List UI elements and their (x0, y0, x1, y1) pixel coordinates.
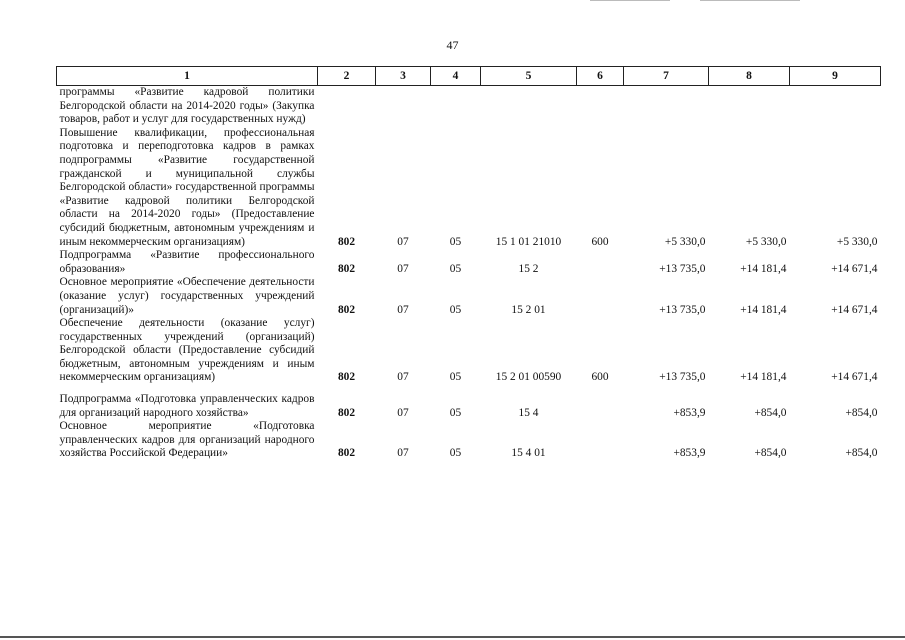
header-row (57, 67, 881, 86)
section-code: 07 (397, 235, 409, 248)
amount-year-3: +854,0 (845, 447, 878, 460)
admin-code: 802 (337, 371, 356, 384)
target-article-code: 15 4 01 (511, 447, 546, 460)
amount-year-3: +854,0 (845, 406, 878, 419)
subsection-code: 05 (449, 303, 462, 316)
row-description: Подпрограмма «Развитие профессионального образования» (59, 249, 315, 275)
amount-year-1: +13 735,0 (659, 303, 706, 316)
table-row (57, 276, 881, 317)
row-description: Основное мероприятие «Подготовка управленческих кадров для организаций народного хозяйства Российской Федерации» (59, 420, 315, 460)
amount-year-1: +5 330,0 (664, 235, 706, 248)
column-header: 3 (376, 67, 431, 86)
amount-year-2: +14 181,4 (740, 303, 787, 316)
admin-code (318, 86, 376, 127)
amount-year-2: +5 330,0 (745, 235, 787, 248)
target-article-code: 15 2 01 00590 (495, 371, 562, 384)
expense-type-code (577, 276, 624, 317)
column-header: 5 (481, 67, 577, 86)
amount-year-1 (624, 86, 709, 127)
target-article-code: 15 1 01 21010 (495, 235, 562, 248)
amount-year-1: +13 735,0 (659, 371, 706, 384)
admin-code: 802 (337, 447, 356, 460)
admin-code: 802 (337, 406, 356, 419)
column-header: 6 (577, 67, 624, 86)
amount-year-3 (790, 86, 881, 127)
expense-type-code (577, 249, 624, 276)
target-article-code: 15 2 01 (511, 303, 546, 316)
target-article-code (481, 86, 577, 127)
table-row (57, 317, 881, 385)
table-row (57, 420, 881, 461)
row-description: Обеспечение деятельности (оказание услуг) государственных учреждений (организаций) Белгородской области (Предоставление субсидий бюджетным, автономным учреждениям и иным некоммерческим организациям) (59, 317, 315, 384)
section-code: 07 (397, 371, 409, 384)
spacer-row (57, 385, 881, 393)
page-number: 47 (446, 38, 459, 52)
column-header: 1 (57, 67, 318, 86)
column-header: 9 (790, 67, 881, 86)
table-row (57, 127, 881, 249)
table-row (57, 249, 881, 276)
section-code: 07 (397, 262, 409, 275)
table-row (57, 393, 881, 420)
admin-code: 802 (337, 235, 356, 248)
expense-type-code (577, 86, 624, 127)
target-article-code: 15 4 (518, 406, 539, 419)
amount-year-1: +13 735,0 (659, 262, 706, 275)
admin-code: 802 (337, 262, 356, 275)
amount-year-2: +14 181,4 (740, 262, 787, 275)
section-code (376, 86, 431, 127)
table-row (57, 86, 881, 127)
target-article-code: 15 2 (518, 262, 539, 275)
subsection-code: 05 (449, 406, 462, 419)
amount-year-2 (709, 86, 790, 127)
amount-year-2: +14 181,4 (740, 371, 787, 384)
section-code: 07 (397, 447, 409, 460)
amount-year-2: +854,0 (754, 447, 787, 460)
row-description: Повышение квалификации, профессиональная подготовка и переподготовка кадров в рамках подпрограммы «Развитие государственной гражданской и муниципальной службы Белгородской области» государственной программы «Развитие кадровой политики Белгородской области на 2014-2020 годы» (Предоставление субсидий бюджетным, автономным учреждениям и иным некоммерческим организациям) (59, 126, 315, 248)
column-header: 4 (431, 67, 481, 86)
subsection-code: 05 (449, 447, 462, 460)
subsection-code (431, 86, 481, 127)
admin-code: 802 (337, 303, 356, 316)
subsection-code: 05 (449, 235, 462, 248)
row-description: Подпрограмма «Подготовка управленческих кадров для организаций народного хозяйства» (59, 393, 315, 419)
subsection-code: 05 (449, 262, 462, 275)
subsection-code: 05 (449, 371, 462, 384)
column-header: 8 (709, 67, 790, 86)
amount-year-2: +854,0 (754, 406, 787, 419)
budget-table (56, 66, 881, 461)
expense-type-code: 600 (591, 371, 609, 384)
expense-type-code: 600 (591, 235, 609, 248)
row-description: Основное мероприятие «Обеспечение деятельности (оказание услуг) государственных учреждений (организаций)» (59, 276, 315, 316)
amount-year-1: +853,9 (673, 447, 706, 460)
expense-type-code (577, 420, 624, 461)
amount-year-3: +14 671,4 (831, 371, 878, 384)
column-header: 2 (318, 67, 376, 86)
section-code: 07 (397, 303, 409, 316)
row-description: программы «Развитие кадровой политики Белгородской области на 2014-2020 годы» (Закупка товаров, работ и услуг для государственных нужд) (59, 86, 315, 126)
column-header: 7 (624, 67, 709, 86)
amount-year-1: +853,9 (673, 406, 706, 419)
amount-year-3: +14 671,4 (831, 262, 878, 275)
section-code: 07 (397, 406, 409, 419)
scan-edge-line (0, 636, 905, 638)
amount-year-3: +14 671,4 (831, 303, 878, 316)
scan-artifact-line (700, 0, 800, 1)
amount-year-3: +5 330,0 (836, 235, 878, 248)
scan-artifact-line (590, 0, 670, 1)
expense-type-code (577, 393, 624, 420)
